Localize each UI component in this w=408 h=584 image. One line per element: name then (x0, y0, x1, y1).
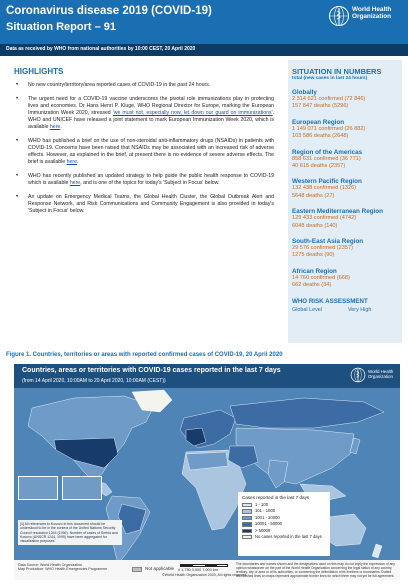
pacific-inset (62, 476, 102, 500)
not-applicable-swatch (132, 567, 142, 572)
confirmed-count: 129 433 confirmed (4742) (292, 215, 357, 222)
highlights-heading: HIGHLIGHTS (14, 67, 64, 76)
region-africa (292, 268, 398, 290)
region-name: South-East Asia Region (292, 238, 364, 246)
copyright-text: ©World Health Organization 2020, All rights reserved. (162, 573, 248, 577)
region-name: European Region (292, 118, 345, 126)
who-emblem-icon (328, 5, 350, 27)
map-title: Countries, areas or territories with COVID-19 cases reported in the last 7 days (22, 367, 281, 374)
confirmed-count: 1 149 071 confirmed (26 882) (292, 125, 366, 132)
death-count: 157 847 deaths (5296) (292, 103, 349, 110)
confirmed-count: 2 314 621 confirmed (72 846) (292, 96, 366, 102)
region-name: Globally (292, 89, 317, 96)
highlight-text: . (77, 159, 79, 165)
region-western-pacific (292, 178, 398, 200)
highlight-text: WHO has published a brief on the use of non-steroidal anti-inflammatory drugs (NSAIDs) in patients with COVID-19. Concerns have been raised that NSAIDs may be associated with an increased risk of adverse effects. However, as explained in the brief, at present there is no evidence of severe adverse effects. The brief is available (28, 138, 274, 165)
report-title: Coronavirus disease 2019 (COVID-19) (6, 5, 212, 17)
confirmed-count: 132 438 confirmed (1326) (292, 185, 357, 192)
death-count: 103 586 deaths (2648) (292, 133, 349, 140)
death-count: 6048 deaths (140) (292, 222, 338, 229)
caribbean-inset (18, 476, 58, 500)
nsaids-brief-link[interactable]: here (66, 159, 78, 165)
bullet-icon: • (16, 96, 19, 102)
death-count: 40 615 deaths (2357) (292, 163, 346, 170)
highlights-list (14, 82, 274, 222)
legend-label: 10001 - 50000 (255, 521, 283, 527)
bullet-icon: • (16, 82, 19, 88)
map-period: (from 14 April 2020, 10:00AM to 20 April 2020, 10:00AM (CEST)) (22, 378, 166, 384)
legend-title: Cases reported in the last 7 days (242, 495, 310, 500)
new-zealand-landmass (372, 544, 382, 558)
highlight-text: . (60, 124, 62, 130)
strategy-update-link[interactable]: here (69, 180, 81, 186)
highlight-item (14, 194, 274, 215)
map-boundary-disclaimer: The boundaries and names shown and the designations used on this map do not imply the expression of any opinion whatsoever on the part of the World Health Organization concerning the legal status of any country, territory, city or area or of its authorities, or concerning the delimitation of its frontiers or boundaries. Dotted and dashed lines on maps represent approximate border lines for which there may not yet be full agreement. (236, 562, 395, 578)
map-footer (14, 560, 400, 580)
russia-landmass (230, 398, 384, 428)
map-legend (238, 492, 330, 556)
highlight-text: No new country/territory/area reported cases of COVID-19 in the past 24 hours. (28, 82, 211, 88)
confirmed-count: 14 760 confirmed (668) (292, 274, 350, 281)
highlight-text: , and is one of the topics for today's 'Subject in Focus' below. (80, 180, 220, 186)
legend-label: No cases reported in the last 7 days (255, 533, 322, 539)
legend-swatch (242, 509, 252, 513)
europe-landmass (180, 410, 236, 448)
legend-swatch (242, 529, 252, 533)
bullet-icon: • (16, 194, 19, 200)
highlight-item (14, 82, 274, 89)
highlight-item (14, 138, 274, 166)
region-globally (292, 89, 398, 111)
north-america-landmass (28, 396, 154, 480)
legend-swatch (242, 535, 252, 539)
figure-caption: Figure 1. Countries, territories or areas with reported confirmed cases of COVID-19, 20 April 2020 (6, 352, 283, 358)
situation-subheading: total (new cases in last 24 hours) (292, 76, 368, 81)
region-name: African Region (292, 267, 337, 275)
situation-in-numbers-panel (288, 60, 402, 343)
report-header (0, 0, 408, 44)
legend-label: 1001 - 10000 (255, 514, 280, 520)
legend-label: 101 - 1000 (255, 508, 276, 514)
highlight-text: An update on Emergency Medical Teams, the Global Health Cluster, the Global Outbreak Alert and Response Network, and Risk Communications and Community Engagement is also provided in today's 'Subject in Focus' below. (28, 194, 274, 214)
scale-label: 0 1,750 3,500 7,000 km (178, 568, 218, 572)
world-map-figure (14, 364, 400, 580)
legend-swatch (242, 516, 252, 520)
legend-item (242, 534, 326, 540)
not-applicable-label: Not applicable (145, 566, 175, 571)
bullet-icon: • (16, 173, 19, 179)
region-eastern-mediterranean (292, 208, 398, 230)
risk-level-value: Very High (348, 306, 372, 313)
confirmed-count: 858 631 confirmed (36 771) (292, 155, 361, 162)
death-count: 1275 deaths (90) (292, 252, 335, 259)
kluge-quote-link[interactable]: 'we must not, especially now, let down our guard on immunizations' (112, 110, 273, 116)
highlight-text: WHO has recently published an updated strategy to help guide the public health response to COVID-19 which is available (28, 173, 274, 186)
bullet-icon: • (16, 138, 19, 144)
scale-bar (180, 564, 228, 567)
who-emblem-icon (350, 367, 366, 383)
region-name: Region of the Americas (292, 148, 363, 156)
confirmed-count: 29 576 confirmed (2357) (292, 245, 353, 252)
highlight-text: . WHO and UNICEF have released a joint statement to mark European Immunization Week 2020, which is available (28, 110, 275, 130)
who-name: World Health Organization (352, 6, 392, 21)
legend-swatch (242, 522, 252, 526)
kosovo-disclaimer: [1] All references to Kosovo in this document should be understood to be in the context of the United Nations Security Council resolution 1244 (1999). Number of cases of Serbia and Kosovo (UNSCR 1244, 1999) have been aggregated for visualization purposes. (18, 520, 122, 545)
highlight-item (14, 173, 274, 187)
who-logo (328, 5, 406, 37)
map-source-credit: Data Source: World Health Organization Map Production: WHO Health Emergencies Programme (18, 563, 108, 572)
legend-label: > 50000 (255, 527, 271, 533)
joint-statement-link[interactable]: here (49, 124, 61, 130)
region-europe (292, 119, 398, 141)
risk-level-label: Global Level (292, 306, 322, 313)
situation-heading: SITUATION IN NUMBERS (292, 67, 382, 76)
highlight-item (14, 96, 274, 131)
region-americas (292, 149, 398, 171)
map-who-logo (350, 367, 396, 385)
highlight-text: The urgent need for a COVID-19 vaccine underscores the pivotal role immunizations play in protecting lives and economies. Dr Hans Henri P. Kluge, WHO Regional Director for Europe, marking the European Immunization Week 2020, stressed (28, 96, 274, 116)
report-subtitle: Situation Report – 91 (6, 21, 117, 33)
india-region (268, 460, 288, 488)
region-south-east-asia (292, 238, 398, 260)
region-name: Western Pacific Region (292, 178, 362, 186)
legend-label: 1 - 100 (255, 502, 269, 507)
legend-swatch (242, 503, 252, 507)
region-name: Eastern Mediterranean Region (292, 208, 383, 216)
data-source-bar (0, 44, 408, 56)
map-who-name: World Health Organization (368, 369, 394, 380)
map-banner (14, 364, 400, 388)
risk-assessment-heading: WHO RISK ASSESSMENT (292, 297, 368, 305)
risk-assessment-row (292, 307, 398, 315)
data-source-text: Data as received by WHO from national authorities by 10:00 CEST, 20 April 2020 (6, 46, 196, 52)
death-count: 5648 deaths (27) (292, 192, 335, 199)
death-count: 662 deaths (34) (292, 282, 332, 289)
